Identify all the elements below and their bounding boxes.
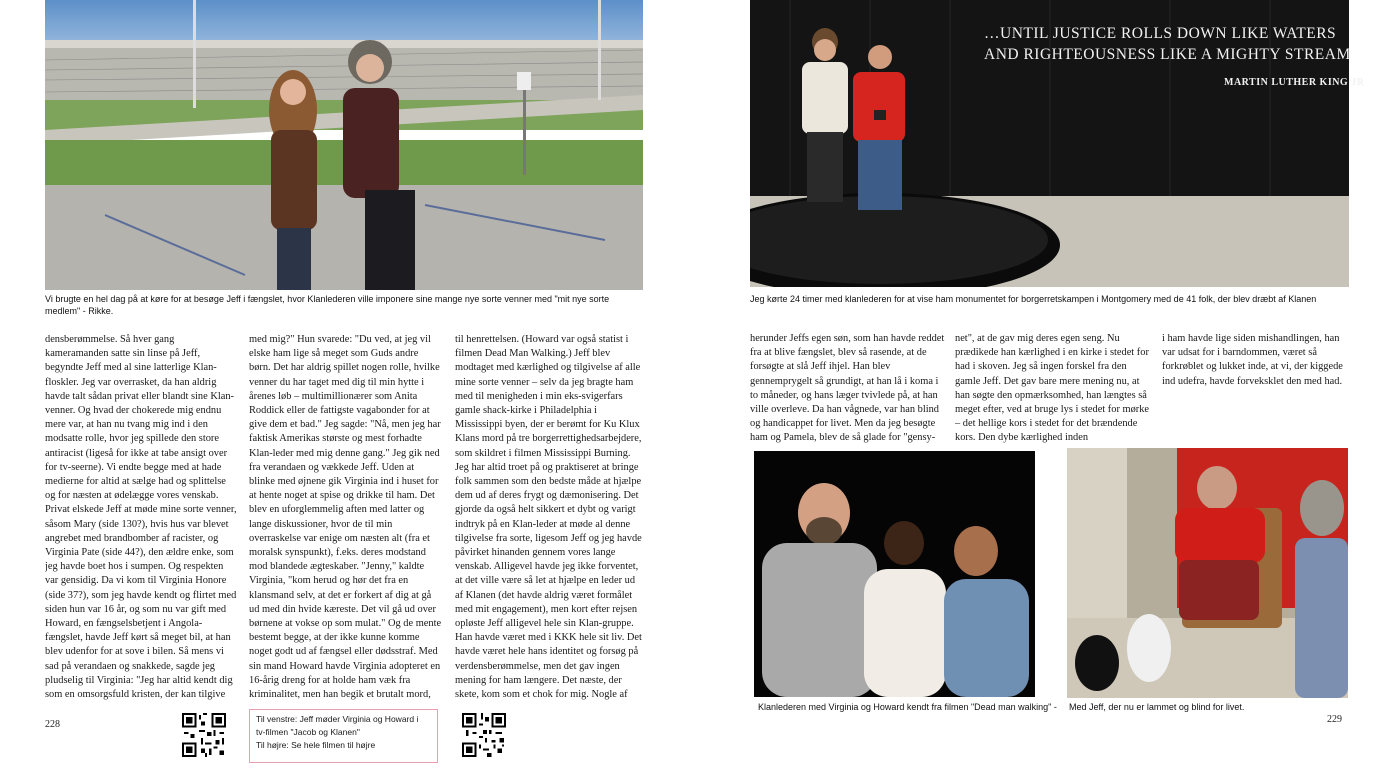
blind-jeff-photo [1067,448,1348,698]
right-column-2 [955,332,1151,448]
civil-rights-memorial-photo [750,0,1349,287]
left-page-number: 228 [45,719,60,730]
note-line-3: Til højre: Se hele filmen til højre [256,740,376,750]
virginia-howard-photo [754,451,1035,697]
bottom-right-caption: Med Jeff, der nu er lammet og blind for livet. [1069,702,1245,712]
left-column-2-text: med mig?" Hun svarede: "Du ved, at jeg vil elske ham lige så meget som Guds andre børn. Det har aldrig spillet nogen rolle, hvilke venner du har taget med dig til min hytte i årenes løb – multimillionærer som Anita Roddick eller de fattigste vagabonder for at give dem et bad." Jeg sagde: "Nå, men jeg har faktisk Amerikas største og mest forhadte Klan-leder med mig denne gang." Jeg gik ned fra verandaen og vækkede Jeff. Uden at blinke med øjnene gik Virginia ind i huset for at hente noget at spise og drikke til ham. Det blev en uforglemmelig aften med latter og lange diskussioner, hvor de til min overraskelse var enige om næsten alt (fra et moralsk synspunkt), f.eks. deres modstand mod blandede ægteskaber. "Jenny," kaldte Virginia, "kom herud og hør det fra en klansmand selv, at det er forkert af dig at gå ud med din hvide kæreste. Det vil gå ud over børnene at vokse op som mulat." Og de mente bestemt begge, at der ikke kunne komme noget godt ud af fængsel eller dødsstraf. Med sin mand Howard havde Virginia adopteret en 16-årig dreng for at holde ham væk fra kriminalitet, men han begik et brutalt mord, [249,334,442,701]
right-column-1 [750,332,946,448]
bottom-left-caption: Klanlederen med Virginia og Howard kendt fra filmen "Dead man walking" - [758,702,1057,712]
left-column-3-text: til henrettelsen. (Howard var også statist i filmen Dead Man Walking.) Jeff blev modtaget med kærlighed og tilgivelse af alle mine sorte venner – selv da jeg bragte ham med til menigheden i min eks-svigerfars gamle shack-kirke i Philadelphia i Mississippi byen, der er berømt for Ku Klux Klans mord på tre borgerrettighedsarbejdere, som skildret i filmen Mississippi Burning. Jeg har altid troet på og praktiseret at bringe folk sammen som den bedste måde at hjælpe dem ud af deres frygt og dæmonisering. Det gjorde da også helt sikkert et dybt og varigt indtryk på en Klan-leder at møde al denne tilgivelse fra sorte, ligesom Jeff og jeg havde påvirket hinanden gennem vores lange venskab. Alligevel havde jeg ikke forventet, at det ville være så let at hjælpe en leder ud af Klanen (det havde aldrig været formålet med mit engagement), men kort efter rejsen opløste Jeff alligevel hele sin Klan-gruppe. Han havde været med i KKK hele sit liv. Det havde været hele hans identitet og forsøg på verdensberømmelse, men det gav ingen mening for ham længere. Det næste, der skete, kom som et chok for mig. Nogle af [455,334,642,701]
mlk-quote-line-1: …UNTIL JUSTICE ROLLS DOWN LIKE WATERS [984,25,1337,42]
prison-visit-photo [45,0,643,290]
left-column-1-text: densberømmelse. Så hver gang kameramanden satte sin linse på Jeff, begyndte Jeff med al sine latterlige Klan-floskler. Jeg var overrasket, da han aldrig havde talt sådan privat eller blandt sine Klan-venner. Og hvad der chokerede mig endnu mere var, at han nu tvang mig ind i den modsatte rolle, hvor jeg spillede den store antiracist (ligeså for ikke at tabe ansigt over for tv-seerne). Vi endte begge med at hade medierne for altid at sælge had og splittelse og for næsten at ødelægge vores venskab. Privat elskede Jeff at møde mine sorte venner, såsom Mary (side 130?), hvis hus var blevet angrebet med brandbomber af racister, og Virginia Pate (side 44?), den ældre enke, som jeg havde boet hos i sumpen. Og respekten var gensidig. Da vi kom til Virginia Honore (side 37?), som jeg havde kendt og flirtet med siden hun var 16 år, og som nu var gift med Howard, en fængselsbetjent i Angola-fængslet, havde Jeff kørt så meget bil, at han blev udenfor for at sove i bilen. Så mens vi sad på verandaen og snakkede, sagde jeg pludselig til Virginia: "Jeg har altid kendt dig som en omsorgsfuld kristen, der kan tilgive [45,334,237,701]
right-column-2-text: net", at de gav mig deres egen seng. Nu prædikede han kærlighed i en kirke i stedet for had i skoven. Jeg så ingen forskel fra den gamle Jeff. Det gav bare mere mening nu, at han søgte den opmærksomhed, han længtes så meget efter, ved at bruge lys i stedet for mørke – det hellige kors i stedet for det brændende kors. Den dybe kærlighed inden [955,333,1150,444]
left-column-2 [249,333,442,701]
memorial-photo-caption-text: Jeg kørte 24 timer med klanlederen for at vise ham monumentet for borgerretskampen i Montgomery med de 41 folk, der blev dræbt af Klanen [750,294,1317,304]
qr-code-left[interactable] [182,713,226,757]
right-column-3 [1162,332,1352,448]
left-photo-caption-text: Vi brugte en hel dag på at køre for at besøge Jeff i fængslet, hvor Klanlederen ville imponere sine mange nye sorte venner med "mit nye sorte medlem" - Rikke. [45,294,610,316]
note-line-1: Til venstre: Jeff møder Virginia og Howard i [256,714,419,724]
memorial-photo-caption [750,293,1350,305]
right-column-3-text: i ham havde lige siden mishandlingen, han var udsat for i barndommen, været så forkrøblet og lukket inde, at vi, der kiggede ind udefra, havde forveksklet den med had. [1162,333,1343,387]
mlk-quote-line-2: AND RIGHTEOUSNESS LIKE A MIGHTY STREAM [984,46,1351,63]
left-column-3 [455,333,645,701]
qr-code-right[interactable] [462,713,506,757]
note-line-2: tv-filmen "Jacob og Klanen" [256,727,360,737]
right-page-number: 229 [1327,714,1342,725]
left-photo-caption [45,293,643,317]
right-column-1-text: herunder Jeffs egen søn, som han havde reddet fra at blive fængslet, blev så rasende, at de forsøgte at slå Jeff ihjel. Han blev gennemprygelt så grundigt, at han lå i koma i to måneder, og hans læger tvivlede på, at han ville overleve. Da han vågnede, var han blind og handicappet for livet. Men da jeg besøgte ham og Pamela, blev de så glade for "gensy- [750,333,945,444]
left-column-1 [45,333,238,701]
mlk-quote-author: MARTIN LUTHER KING JR [1224,77,1365,88]
video-note-box [249,709,438,763]
